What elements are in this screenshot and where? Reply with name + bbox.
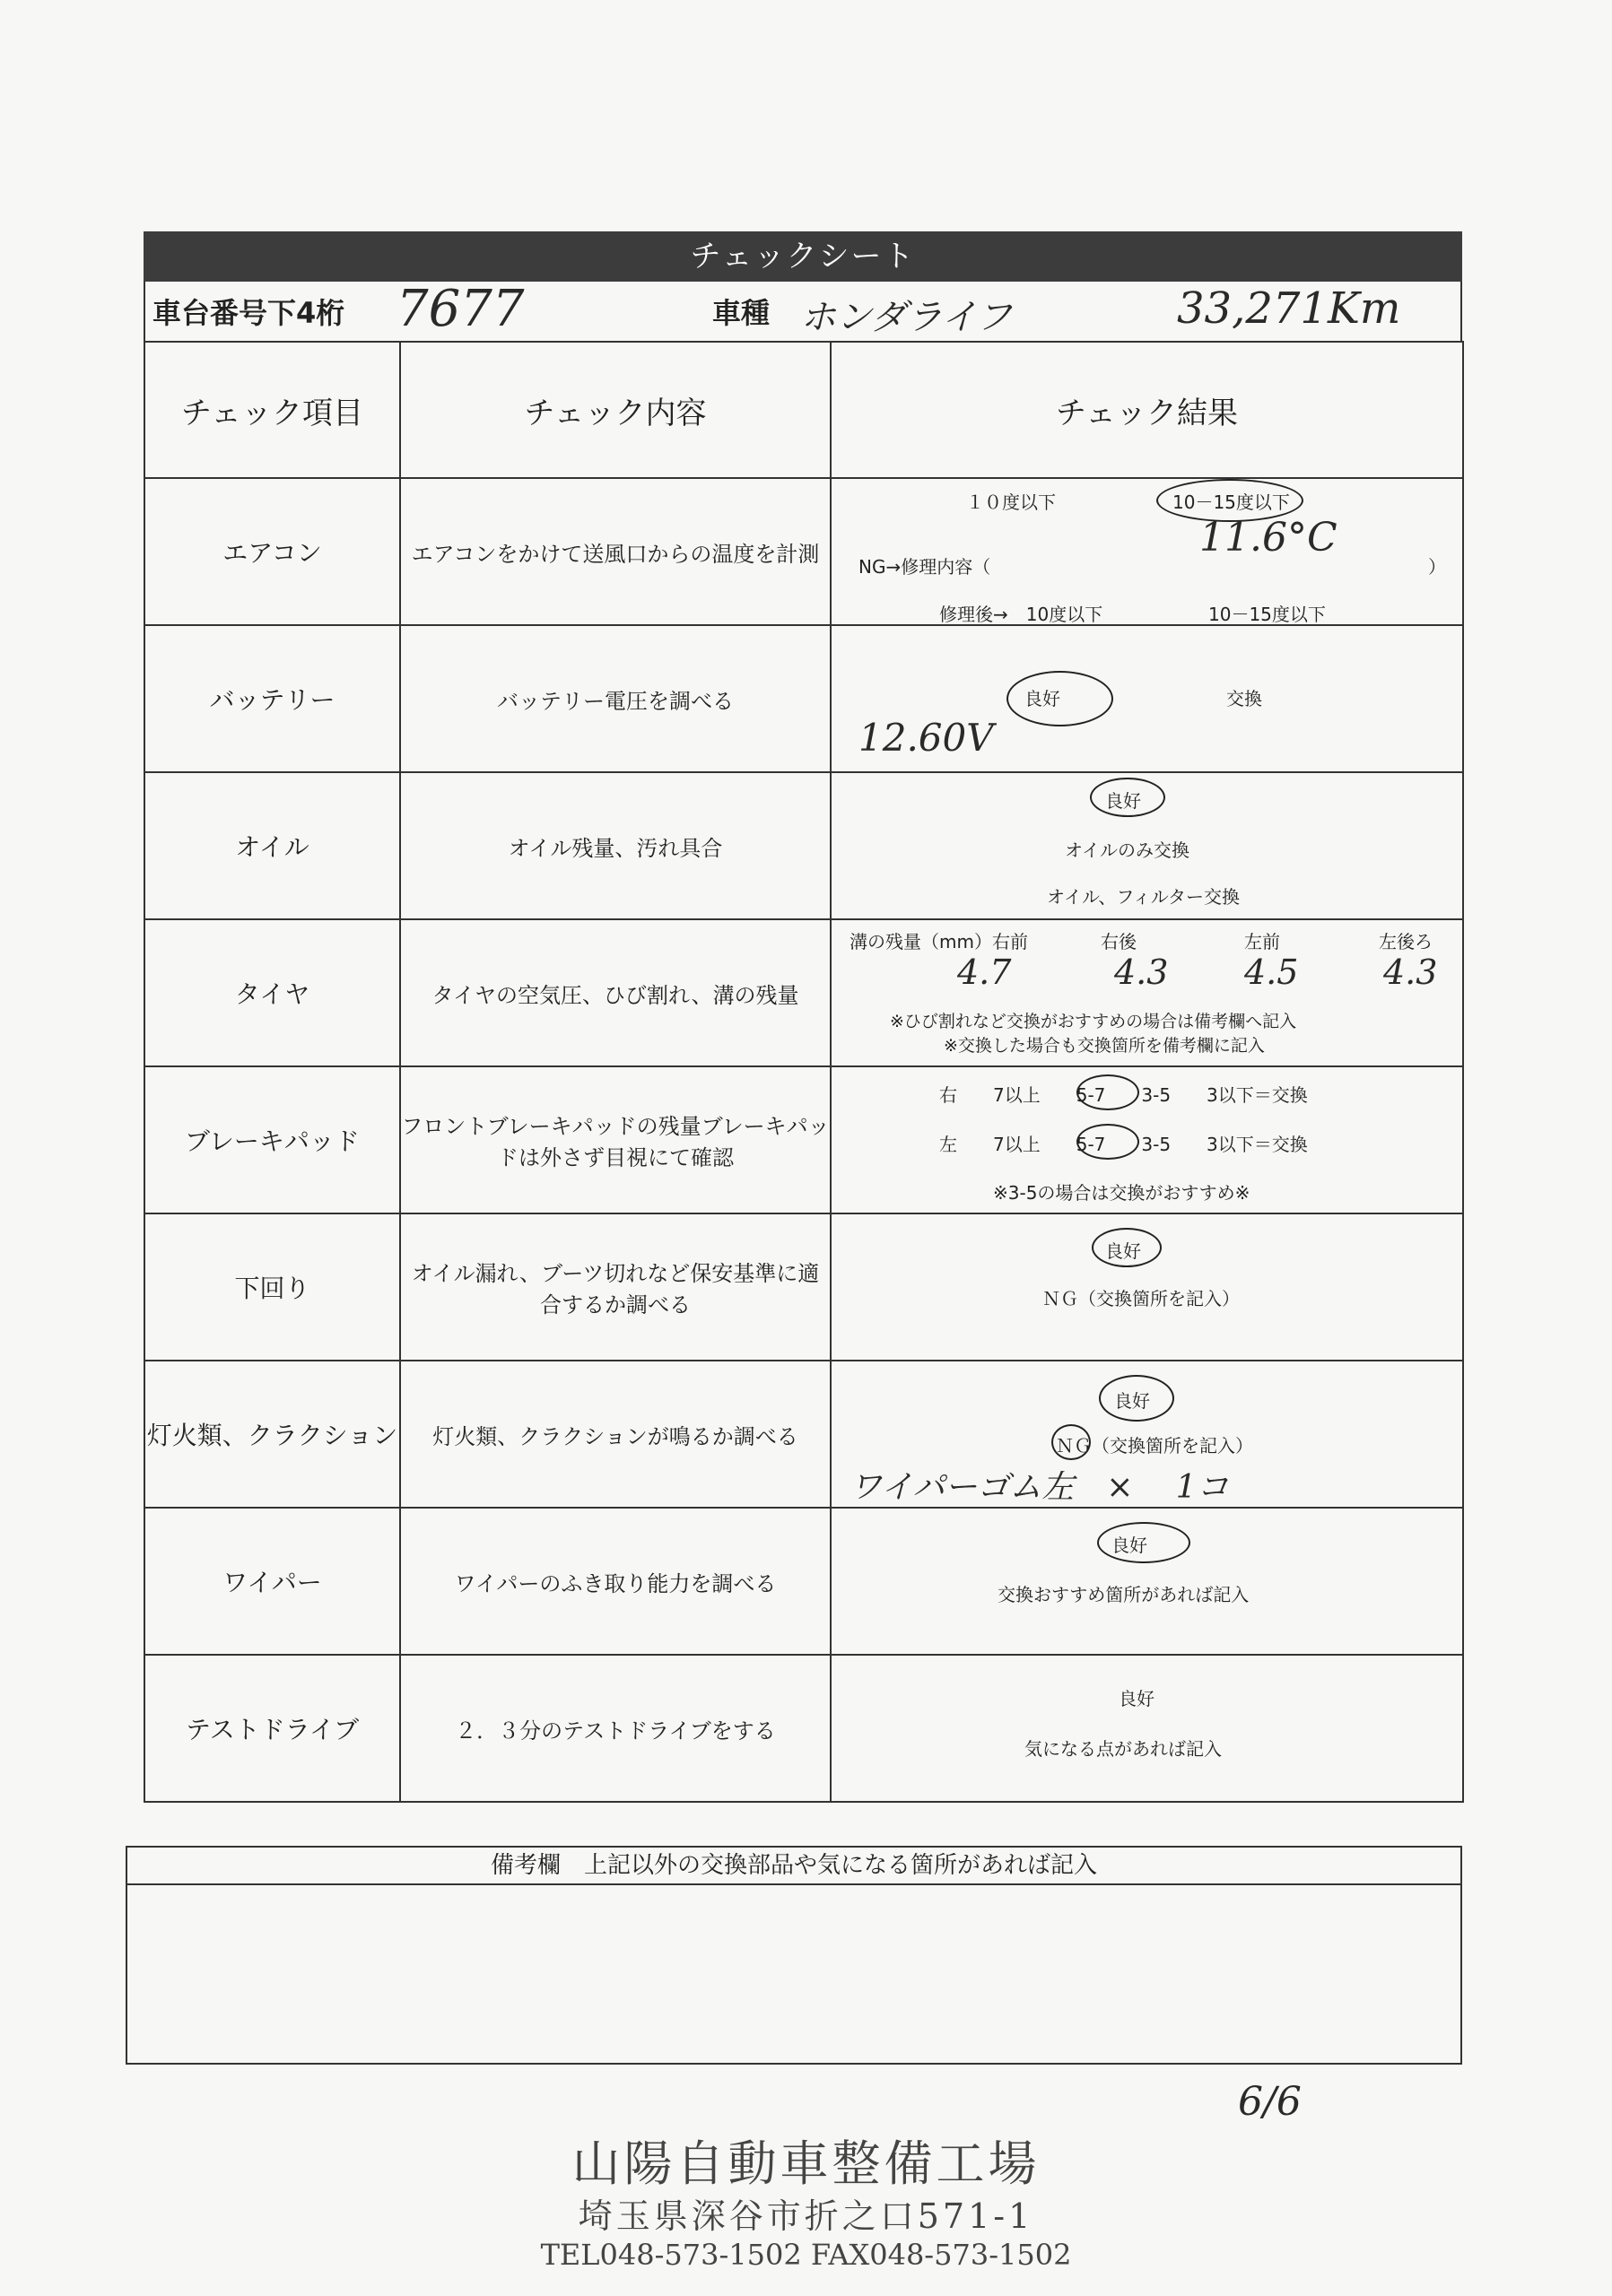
row-item: ブレーキパッド	[144, 1066, 400, 1213]
company-phone: TEL048-573-1502 FAX048-573-1502	[540, 2238, 1072, 2272]
page-mark: 6/6	[1238, 2079, 1302, 2125]
row-item: バッテリー	[144, 625, 400, 772]
table-row	[144, 772, 1463, 919]
option: オイルのみ交換	[1065, 839, 1189, 861]
ng-repair-close: ）	[1428, 556, 1446, 578]
after-repair-option: 修理後→ 10度以下	[939, 604, 1103, 625]
row-item: タイヤ	[144, 919, 400, 1066]
tread-value-front-right: 4.7	[957, 952, 1012, 992]
tread-value-rear-left: 4.3	[1383, 952, 1438, 992]
tread-label-front-left: 左前	[1244, 931, 1280, 952]
sheet-title: チェックシート	[144, 231, 1462, 282]
notes-box	[126, 1883, 1462, 2065]
table-row	[144, 478, 1463, 625]
brake-left-options: 左 7以上 5-7 3-5 3以下＝交換	[939, 1134, 1308, 1155]
option-selected: 良好	[1111, 1535, 1147, 1556]
check-table	[144, 341, 1464, 1803]
option: オイル、フィルター交換	[1047, 886, 1240, 908]
option-selected: 良好	[1105, 790, 1141, 812]
option-selected: ＮＧ（交換箇所を記入）	[1056, 1435, 1253, 1457]
table-row	[144, 919, 1463, 1066]
row-result	[831, 1213, 1463, 1361]
option: 良好	[1114, 1390, 1150, 1412]
brake-note: ※3-5の場合は交換がおすすめ※	[993, 1182, 1250, 1204]
tread-value-front-left: 4.5	[1244, 952, 1299, 992]
row-item: 灯火類、クラクション	[144, 1361, 400, 1508]
company-address: 埼玉県深谷市折之口571-1	[578, 2196, 1034, 2236]
company-name: 山陽自動車整備工場	[571, 2135, 1041, 2192]
table-row	[144, 1361, 1463, 1508]
row-item: オイル	[144, 772, 400, 919]
col-header-item: チェック項目	[144, 342, 400, 478]
option: 気になる点があれば記入	[1024, 1738, 1222, 1760]
option: １０度以下	[966, 491, 1056, 513]
option-selected: 10－15度以下	[1172, 491, 1290, 513]
brake-right-options: 右 7以上 5-7 3-5 3以下＝交換	[939, 1084, 1308, 1106]
col-header-result: チェック結果	[831, 342, 1463, 478]
row-content: タイヤの空気圧、ひび割れ、溝の残量	[400, 919, 831, 1066]
row-result	[831, 1066, 1463, 1213]
row-item: テストドライブ	[144, 1655, 400, 1802]
tread-label-rear-right: 右後	[1101, 931, 1137, 952]
option-selected: 良好	[1105, 1240, 1141, 1262]
table-row	[144, 625, 1463, 772]
row-content: エアコンをかけて送風口からの温度を計測	[400, 478, 831, 625]
selection-circle	[1092, 1228, 1162, 1267]
check-sheet	[144, 231, 1462, 2066]
vehicle-header	[144, 282, 1462, 343]
row-item: エアコン	[144, 478, 400, 625]
selection-circle	[1090, 778, 1165, 817]
handwritten-temp: 11.6°C	[1199, 515, 1338, 561]
notes-header: 備考欄 上記以外の交換部品や気になる箇所があれば記入	[126, 1846, 1462, 1885]
tire-note: ※交換した場合も交換箇所を備考欄に記入	[944, 1036, 1265, 1056]
option: 交換	[1226, 688, 1262, 709]
option-selected: 良好	[1024, 688, 1060, 709]
table-row	[144, 1213, 1463, 1361]
row-content: ワイパーのふき取り能力を調べる	[400, 1508, 831, 1655]
option: 良好	[1119, 1688, 1155, 1709]
selection-circle	[1099, 1375, 1174, 1422]
row-content: ２．３分のテストドライブをする	[400, 1655, 831, 1802]
after-repair-option: 10－15度以下	[1208, 604, 1326, 625]
table-row	[144, 1655, 1463, 1802]
row-result	[831, 919, 1463, 1066]
table-row	[144, 1508, 1463, 1655]
model-value: ホンダライフ	[800, 297, 1012, 338]
tread-value-rear-right: 4.3	[1114, 952, 1169, 992]
option: 交換おすすめ箇所があれば記入	[998, 1584, 1250, 1605]
table-row	[144, 1066, 1463, 1213]
table-header-row	[144, 342, 1463, 478]
selection-circle	[1051, 1424, 1091, 1460]
tread-label-front-right: 溝の残量（mm）右前	[850, 931, 1028, 952]
option: ＮＧ（交換箇所を記入）	[1042, 1288, 1240, 1309]
row-result	[831, 1655, 1463, 1802]
row-result	[831, 478, 1463, 625]
row-item: ワイパー	[144, 1508, 400, 1655]
ng-repair-label: NG→修理内容（	[858, 556, 991, 578]
col-header-content: チェック内容	[400, 342, 831, 478]
row-content: オイル残量、汚れ具合	[400, 772, 831, 919]
vehicle-no-value: 7677	[396, 280, 525, 338]
row-result	[831, 772, 1463, 919]
mileage-value: 33,271Km	[1177, 283, 1401, 334]
selection-circle	[1076, 1074, 1139, 1110]
selection-circle	[1076, 1124, 1139, 1160]
row-content: フロントブレーキパッドの残量ブレーキパッドは外さず目視にて確認	[400, 1066, 831, 1213]
tread-label-rear-left: 左後ろ	[1379, 931, 1433, 952]
tire-note: ※ひび割れなど交換がおすすめの場合は備考欄へ記入	[890, 1012, 1297, 1031]
selection-circle	[1097, 1522, 1190, 1563]
row-content: バッテリー電圧を調べる	[400, 625, 831, 772]
model-label: 車種	[712, 296, 771, 330]
row-result	[831, 625, 1463, 772]
row-result	[831, 1508, 1463, 1655]
handwritten-note: ワイパーゴム左 × 1コ	[850, 1469, 1229, 1506]
row-content: 灯火類、クラクションが鳴るか調べる	[400, 1361, 831, 1508]
selection-circle	[1006, 671, 1113, 726]
row-item: 下回り	[144, 1213, 400, 1361]
vehicle-no-label: 車台番号下4桁	[152, 296, 345, 330]
row-result	[831, 1361, 1463, 1508]
handwritten-voltage: 12.60V	[858, 716, 994, 760]
row-content: オイル漏れ、ブーツ切れなど保安基準に適合するか調べる	[400, 1213, 831, 1361]
